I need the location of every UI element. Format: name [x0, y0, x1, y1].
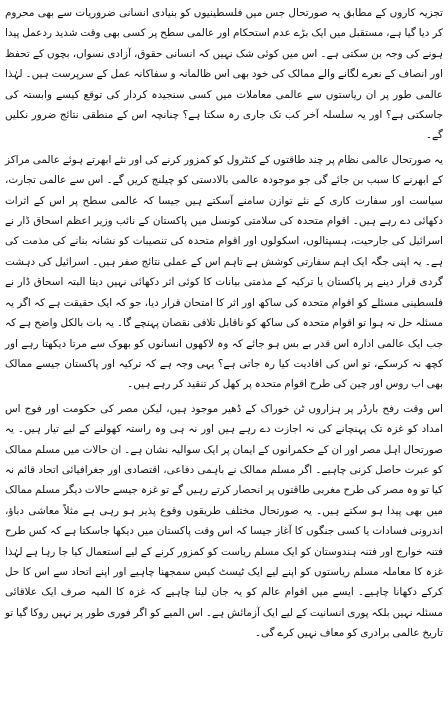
paragraph-2: یہ صورتحال عالمی نظام پر چند طاقتوں کے کنٹرول کو کمزور کرنے کی اور نئے ابھرتے ہوئے عالمی مراکز کے ابھرنے کا سبب بن جائے گی جو موجودہ عالمی بالادستی کو چیلنج کریں گے۔ اس سے عالمی تجارت، سیاست اور سفارت کاری کے نئے توازن سامنے آسکتے ہیں جیسا کہ عالمی سطح پر اس کے اثرات دکھائی دے رہے ہیں۔ اقوام متحدہ کی سلامتی کونسل میں پاکستان کے نائب وزیر اعظم اسحاق ڈار نے اسرائیل کی جارحیت، ہسپتالوں، اسکولوں اور اقوام متحدہ کی تنصیبات کو نشانہ بنانے کی مذمت کی ہے۔ یہ اپنی جگہ ایک اہم سفارتی کوشش ہے تاہم اس کے عملی نتائج صفر ہیں۔ اسرائیل کی دہشت گردی قرار دینے پر پاکستان یا ترکیہ کے مذمتی بیانات کا کوئی اثر دکھائی نہیں دیتا البتہ اسحاق ڈار نے فلسطینی مسئلے کو اقوام متحدہ کی ساکھ اور اثر کا امتحان قرار دیا، جو کہ ایک حقیقت ہے کہ اگر یہ مسئلہ حل نہ ہوا تو اقوام متحدہ کی ساکھ کو ناقابل تلافی نقصان پہنچے گا۔ یہ بات بالکل واضح ہے کہ جب ایک عالمی ادارہ اس قدر بے بس ہو جائے کہ وہ لاکھوں انسانوں کو بھوک سے مرتا دیکھتا رہے اور کچھ نہ کرسکے، تو اس کی افادیت کیا رہ جاتی ہے؟ یہی وجہ ہے کہ ترکیہ اور پاکستان جیسے ممالک بھی اب روس اور چین کی طرح اقوام متحدہ پر کھل کر تنقید کر رہے ہیں۔ — [5, 153, 443, 391]
paragraph-1: تجزیہ کاروں کے مطابق یہ صورتحال جس میں فلسطینیوں کو بنیادی انسانی ضروریات سے بھی محروم کر دیا گیا ہے، مستقبل میں ایک بڑے عدم استحکام اور عالمی سطح پر کسی بھی وقت شدید ردعمل پیدا ہونے کی وجہ بن سکتی ہے۔ اس میں کوئی شک نہیں کہ انسانی حقوق، آزادی نسواں، بچوں کے تحفظ اور انصاف کے نعرے لگانے والے ممالک کی خود بھی اس ظالمانہ و سفاکانہ عمل کے سرپرست ہیں۔ لہٰذا عالمی طور پر ان ریاستوں سے عالمی معاملات میں کسی سنجیدہ کردار کی توقع کیسے وابستہ کی جاسکتی ہے؟ اور یہ سلسلہ آخر کب تک جاری رہ سکتا ہے؟ چنانچہ اس کے منطقی نتائج ضرور نکلیں گے۔ — [5, 7, 443, 142]
paragraph-3: اس وقت رفح بارڈر پر ہزاروں ٹن خوراک کے ڈھیر موجود ہیں، لیکن مصر کی حکومت اور فوج اس امداد کو غزہ تک پہنچانے کی نہ اجازت دے رہے ہیں اور نہ ہی وہ راستہ کھولنے کے لیے تیار ہیں۔ یہ صورتحال اہل مصر اور ان کے حکمرانوں کے ایمان پر ایک سوالیہ نشان ہے۔ ان حالات میں مسلم ممالک کو عبرت حاصل کرنی چاہیے۔ اگر مسلم ممالک نے باہمی دفاعی، اقتصادی اور جغرافیائی اتحاد قائم نہ کیا تو وہ مصر کی طرح مغربی طاقتوں پر انحصار کرتے رہیں گے تو غزہ جیسے حالات دیگر مسلم ممالک میں بھی پیدا ہو سکتے ہیں۔ یہ صورتحال مختلف طریقوں وقوع پذیر ہو رہی ہے مثلاً معاشی دباؤ، اندرونی فسادات یا کسی جنگوں کا آغاز جیسا کہ اس وقت پاکستان میں دیکھا جاسکتا ہے کہ کس طرح فتنہ خوارج اور فتنہ ہندوستان کو ایک مسلم ریاست کو کمزور کرنے کے لیے استعمال کیا جا رہا ہے لہٰذا غزہ کا معاملہ مسلم ریاستوں کو اپنے لیے ایک ٹیسٹ کیس سمجھنا چاہیے اور اپنے اتحاد سے اس کا حل کرکے دکھانا چاہیے۔ ایسے میں اقوام عالم کو یہ جان لینا چاہیے کہ غزہ کا المیہ صرف ایک علاقائی مسئلہ نہیں بلکہ پوری انسانیت کے لیے ایک آزمائش ہے۔ اس المیے کو اگر فوری طور پر نہیں روکا گیا تو تاریخ عالمی برادری کو معاف نہیں کرے گی۔ — [5, 402, 443, 640]
